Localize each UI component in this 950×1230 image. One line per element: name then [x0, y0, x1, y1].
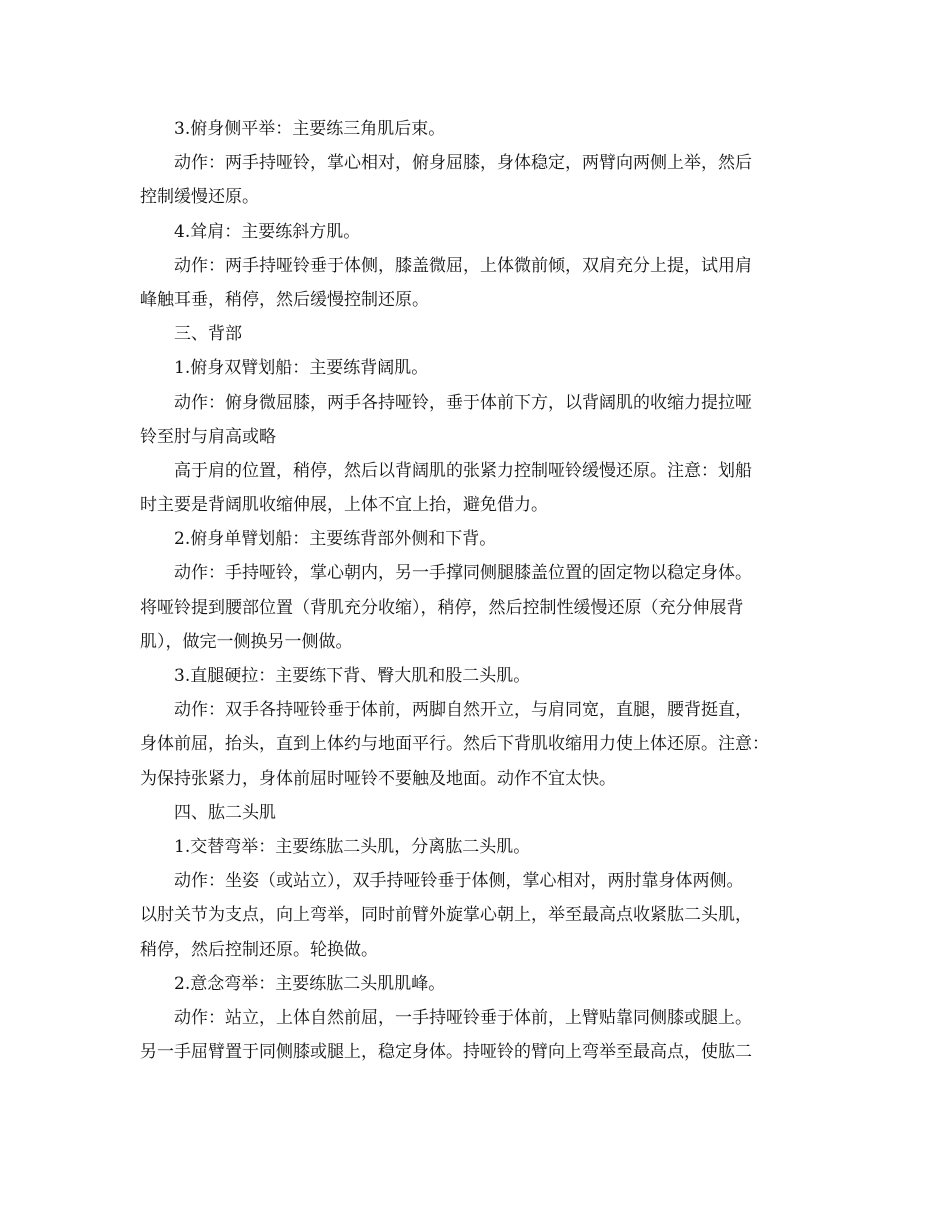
- text-line: 身体前屈，抬头，直到上体约与地面平行。然后下背肌收缩用力使上体还原。注意：: [140, 734, 769, 755]
- text-line: 动作：俯身微屈膝，两手各持哑铃，垂于体前下方，以背阔肌的收缩力提拉哑: [174, 392, 752, 413]
- text-line: 3.俯身侧平举：主要练三角肌后束。: [174, 119, 446, 139]
- text-line: 三、背部: [174, 324, 242, 345]
- text-line: 铃至肘与肩高或略: [140, 426, 276, 447]
- text-line: 以肘关节为支点，向上弯举，同时前臂外旋掌心朝上，举至最高点收紧肱二头肌，: [140, 905, 752, 926]
- text-line: 4.耸肩：主要练斜方肌。: [174, 221, 361, 242]
- text-line: 动作：双手各持哑铃垂于体前，两脚自然开立，与肩同宽，直腿，腰背挺直，: [174, 700, 752, 721]
- text-line: 动作：手持哑铃，掌心朝内，另一手撑同侧腿膝盖位置的固定物以稳定身体。: [174, 563, 752, 584]
- text-line: 2.俯身单臂划船：主要练背部外侧和下背。: [174, 529, 497, 550]
- text-line: 动作：坐姿（或站立），双手持哑铃垂于体侧，掌心相对，两肘靠身体两侧。: [174, 871, 744, 892]
- text-line: 3.直腿硬拉：主要练下背、臀大肌和股二头肌。: [174, 666, 531, 686]
- text-line: 峰触耳垂，稍停，然后缓慢控制还原。: [140, 289, 429, 310]
- text-line: 另一手屈臂置于同侧膝或腿上，稳定身体。持哑铃的臂向上弯举至最高点，使肱二: [140, 1042, 752, 1063]
- document-body: [140, 112, 820, 1069]
- text-line: 肌），做完一侧换另一侧做。: [140, 631, 353, 652]
- text-line: 动作：两手持哑铃，掌心相对，俯身屈膝，身体稳定，两臂向两侧上举，然后: [174, 153, 752, 174]
- text-line: 四、肱二头肌: [174, 802, 276, 823]
- text-line: 时主要是背阔肌收缩伸展，上体不宜上抬，避免借力。: [140, 495, 548, 516]
- text-line: 为保持张紧力，身体前屈时哑铃不要触及地面。动作不宜太快。: [140, 768, 616, 789]
- text-line: 1.交替弯举：主要练肱二头肌，分离肱二头肌。: [174, 836, 531, 857]
- text-line: 稍停，然后控制还原。轮换做。: [140, 939, 378, 960]
- text-line: 控制缓慢还原。: [140, 187, 259, 208]
- text-line: 1.俯身双臂划船：主要练背阔肌。: [174, 358, 429, 379]
- text-line: 2.意念弯举：主要练肱二头肌肌峰。: [174, 973, 446, 994]
- text-line: 将哑铃提到腰部位置（背肌充分收缩），稍停，然后控制性缓慢还原（充分伸展背: [140, 597, 744, 618]
- text-line: 动作：两手持哑铃垂于体侧，膝盖微屈，上体微前倾，双肩充分上提，试用肩: [174, 255, 752, 276]
- text-line: 高于肩的位置，稍停，然后以背阔肌的张紧力控制哑铃缓慢还原。注意：划船: [174, 460, 752, 481]
- text-line: 动作：站立，上体自然前屈，一手持哑铃垂于体前，上臂贴靠同侧膝或腿上。: [174, 1007, 752, 1028]
